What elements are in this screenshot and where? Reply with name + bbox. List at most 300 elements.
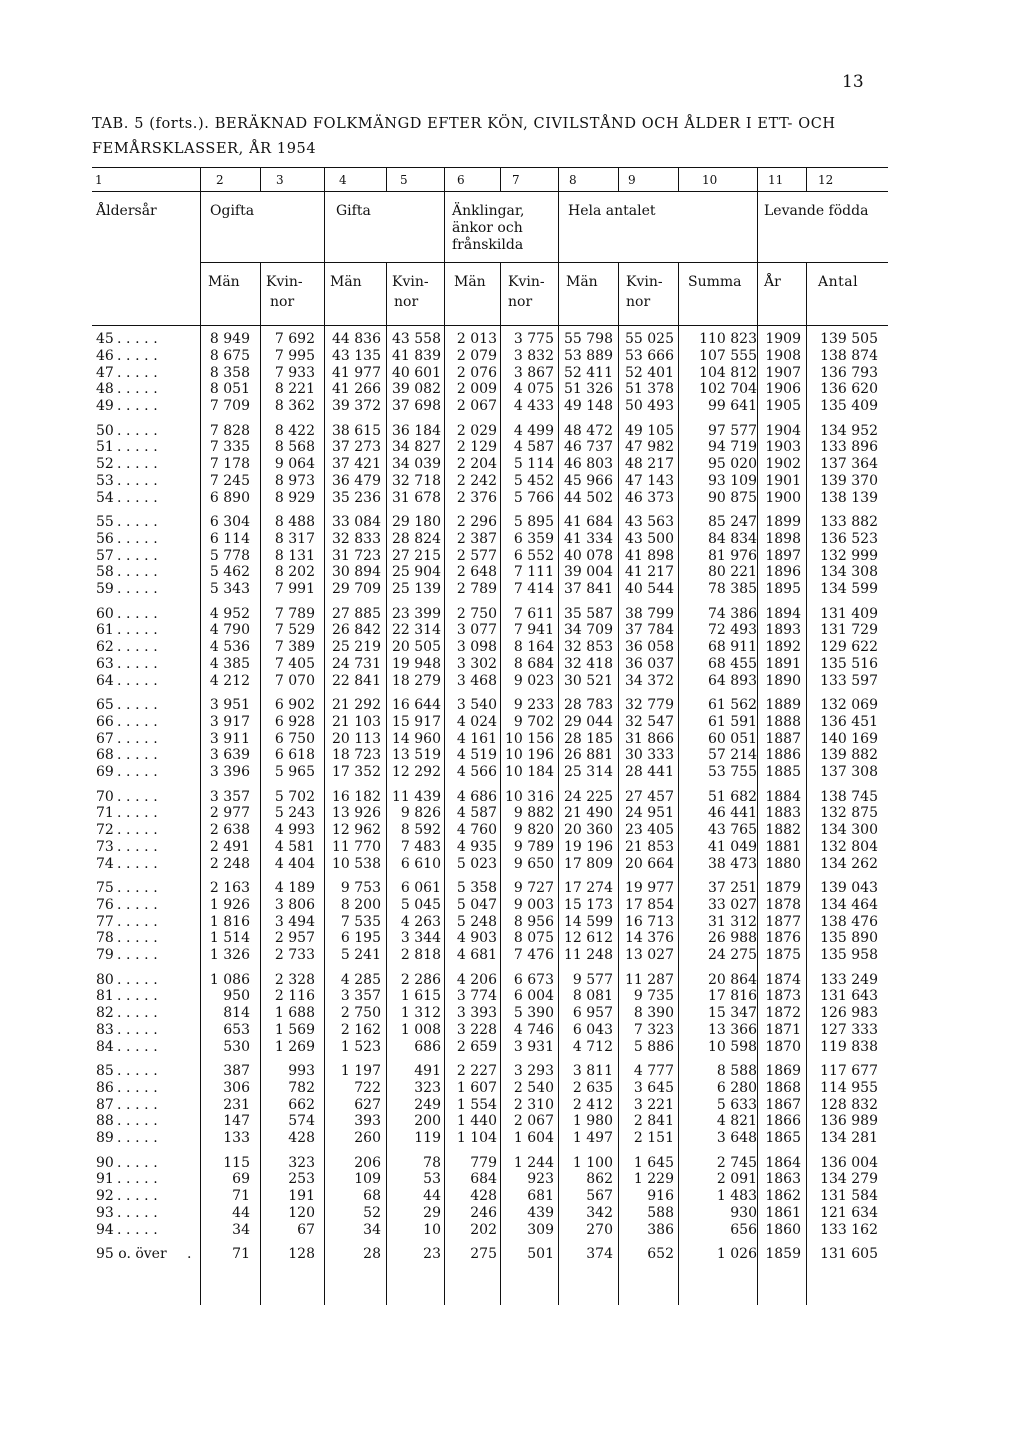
table-cell: 1905: [765, 398, 801, 415]
table-cell: 722: [354, 1079, 381, 1096]
subheader-kvinnor-gifta: [392, 272, 429, 312]
age-label: 61: [96, 622, 114, 639]
age-label: 57: [96, 547, 114, 564]
table-cell: 2 957: [274, 930, 315, 947]
table-cell: 41 684: [564, 514, 613, 530]
table-cell: 2 248: [209, 855, 250, 872]
table-cell: 110 823: [699, 331, 757, 347]
table-cell: 14 960: [392, 730, 441, 747]
table-cell: 4 206: [456, 971, 497, 988]
age-label: 95 o. över: [96, 1246, 167, 1262]
table-cell: 25 219: [332, 639, 381, 656]
leader-dots: .....: [117, 1188, 163, 1205]
age-label: 73: [96, 838, 114, 855]
table-cell: 4 285: [340, 971, 381, 988]
table-cell: 99 641: [708, 398, 757, 415]
table-cell: 3 951: [209, 697, 250, 713]
table-cell: 7 245: [209, 472, 250, 489]
table-cell: 10: [423, 1221, 441, 1238]
table-cell: 6 957: [572, 1005, 613, 1022]
table-cell: 950: [223, 988, 250, 1005]
table-cell: 25 904: [392, 564, 441, 581]
table-cell: 131 409: [820, 605, 878, 622]
table-cell: 6 004: [513, 988, 554, 1005]
leader-dots: .....: [117, 1221, 163, 1238]
table-cell: 136 989: [820, 1113, 878, 1130]
table-cell: 131 584: [820, 1188, 878, 1205]
table-cell: 46 441: [708, 805, 757, 822]
table-cell: 134 952: [820, 422, 878, 439]
table-cell: 30 894: [332, 564, 381, 581]
table-cell: 5 390: [513, 1005, 554, 1022]
table-cell: 8 362: [274, 398, 315, 415]
leader-dots: .....: [117, 1038, 163, 1055]
table-cell: 6 610: [400, 855, 441, 872]
table-cell: 34 372: [625, 672, 674, 689]
table-cell: 24 225: [564, 788, 613, 805]
table-cell: 134 300: [820, 822, 878, 839]
table-cell: 5 886: [633, 1038, 674, 1055]
table-title: [92, 112, 836, 162]
age-label: 85: [96, 1063, 114, 1079]
leader-dots: .....: [117, 855, 163, 872]
table-cell: 386: [647, 1221, 674, 1238]
table-cell: 4 760: [456, 822, 497, 839]
table-cell: 7 483: [400, 838, 441, 855]
table-cell: 1894: [765, 605, 801, 622]
table-cell: 2 648: [456, 564, 497, 581]
table-cell: 3 775: [513, 331, 554, 347]
leader-dots: .....: [117, 331, 163, 347]
table-cell: 1900: [765, 489, 801, 506]
table-cell: 4 777: [633, 1063, 674, 1079]
table-cell: 8 675: [209, 347, 250, 364]
table-cell: 16 644: [392, 697, 441, 713]
table-cell: 6 618: [274, 747, 315, 764]
column-rule: [260, 262, 261, 1305]
table-cell: 139 043: [820, 880, 878, 896]
colnum-6: 6: [457, 173, 465, 187]
table-cell: 74 386: [708, 605, 757, 622]
subheader-kvinnor-line2: nor: [508, 294, 533, 310]
table-cell: 6 902: [274, 697, 315, 713]
table-cell: 5 358: [456, 880, 497, 896]
leader-dots: .....: [117, 398, 163, 415]
leader-dots: .....: [117, 581, 163, 598]
table-cell: 9 735: [633, 988, 674, 1005]
table-cell: 2 310: [513, 1096, 554, 1113]
table-cell: 32 418: [564, 655, 613, 672]
table-cell: 2 733: [274, 947, 315, 964]
table-cell: 10 156: [505, 730, 554, 747]
table-cell: 71: [232, 1188, 250, 1205]
table-cell: 32 547: [625, 713, 674, 730]
table-cell: 53: [423, 1171, 441, 1188]
table-cell: 5 023: [456, 855, 497, 872]
column-rule: [324, 167, 325, 1305]
table-cell: 3 774: [456, 988, 497, 1005]
table-cell: 916: [647, 1188, 674, 1205]
table-cell: 47 982: [625, 439, 674, 456]
table-cell: 34: [363, 1221, 381, 1238]
table-cell: 11 770: [332, 838, 381, 855]
table-cell: 21 853: [625, 838, 674, 855]
table-cell: 81 976: [708, 547, 757, 564]
table-cell: 5 965: [274, 764, 315, 781]
age-label: 86: [96, 1079, 114, 1096]
table-cell: 6 304: [209, 514, 250, 530]
column-rule: [558, 167, 559, 1305]
table-cell: 2 491: [209, 838, 250, 855]
leader-dots: .....: [117, 547, 163, 564]
subheader-man-ogifta: Män: [208, 274, 240, 290]
table-cell: 22 841: [332, 672, 381, 689]
age-label: 80: [96, 971, 114, 988]
table-cell: 94 719: [708, 439, 757, 456]
leader-dots: .....: [117, 564, 163, 581]
table-cell: 323: [288, 1154, 315, 1171]
table-cell: 1872: [765, 1005, 801, 1022]
header-anklingar-line1: Änklingar,: [452, 203, 525, 219]
table-cell: 428: [288, 1130, 315, 1147]
table-cell: 1 326: [209, 947, 250, 964]
table-cell: 23: [423, 1246, 441, 1262]
table-cell: 138 745: [820, 788, 878, 805]
table-cell: 41 049: [708, 838, 757, 855]
subheader-kvinnor-ogifta: [266, 272, 303, 312]
table-cell: 34 827: [392, 439, 441, 456]
table-cell: 22 314: [392, 622, 441, 639]
table-cell: 253: [288, 1171, 315, 1188]
table-cell: 862: [586, 1171, 613, 1188]
table-cell: 191: [288, 1188, 315, 1205]
table-cell: 23 399: [392, 605, 441, 622]
age-label: 92: [96, 1188, 114, 1205]
table-cell: 1895: [765, 581, 801, 598]
table-cell: 41 266: [332, 381, 381, 398]
table-cell: 1 569: [274, 1021, 315, 1038]
table-cell: 1 100: [572, 1154, 613, 1171]
table-cell: 21 490: [564, 805, 613, 822]
table-cell: 8 592: [400, 822, 441, 839]
table-cell: 8 202: [274, 564, 315, 581]
age-label: 49: [96, 398, 114, 415]
table-cell: 6 890: [209, 489, 250, 506]
table-cell: 46 803: [564, 456, 613, 473]
age-label: 51: [96, 439, 114, 456]
table-cell: 32 718: [392, 472, 441, 489]
table-cell: 20 360: [564, 822, 613, 839]
subheader-kvinnor-line1: Kvin-: [508, 274, 545, 290]
age-label: 47: [96, 364, 114, 381]
age-label: 72: [96, 822, 114, 839]
table-cell: 17 809: [564, 855, 613, 872]
colnum-1: 1: [95, 173, 103, 187]
leader-dots: .....: [117, 1171, 163, 1188]
table-cell: 3 077: [456, 622, 497, 639]
column-rule: [806, 167, 807, 191]
table-cell: 8 949: [209, 331, 250, 347]
table-cell: 1873: [765, 988, 801, 1005]
table-cell: 49 148: [564, 398, 613, 415]
table-cell: 270: [586, 1221, 613, 1238]
table-cell: 2 750: [340, 1005, 381, 1022]
table-cell: 21 292: [332, 697, 381, 713]
table-cell: 9 702: [513, 713, 554, 730]
table-cell: 393: [354, 1113, 381, 1130]
page-number: 13: [842, 72, 864, 92]
table-cell: 12 612: [564, 930, 613, 947]
table-cell: 2 638: [209, 822, 250, 839]
table-cell: 16 182: [332, 788, 381, 805]
table-cell: 7 991: [274, 581, 315, 598]
table-cell: 6 673: [513, 971, 554, 988]
table-cell: 8 317: [274, 530, 315, 547]
table-cell: 3 357: [209, 788, 250, 805]
table-cell: 20 664: [625, 855, 674, 872]
top-rule: [92, 167, 888, 168]
table-cell: 501: [527, 1246, 554, 1262]
table-cell: 5 343: [209, 581, 250, 598]
table-cell: 114 955: [820, 1079, 878, 1096]
table-cell: 68 911: [708, 639, 757, 656]
table-cell: 5 702: [274, 788, 315, 805]
table-cell: 1908: [765, 347, 801, 364]
table-cell: 3 832: [513, 347, 554, 364]
table-cell: 128 832: [820, 1096, 878, 1113]
table-cell: 134 281: [820, 1130, 878, 1147]
table-cell: 1 604: [513, 1130, 554, 1147]
table-cell: 132 999: [820, 547, 878, 564]
table-cell: 12 292: [392, 764, 441, 781]
table-cell: 8 051: [209, 381, 250, 398]
table-cell: 20 505: [392, 639, 441, 656]
colnum-11: 11: [768, 173, 784, 187]
table-cell: 1909: [765, 331, 801, 347]
table-cell: 574: [288, 1113, 315, 1130]
column-rule: [500, 167, 501, 191]
table-cell: 9 826: [400, 805, 441, 822]
table-cell: 139 505: [820, 331, 878, 347]
table-cell: 6 750: [274, 730, 315, 747]
table-cell: 43 135: [332, 347, 381, 364]
table-cell: 627: [354, 1096, 381, 1113]
leader-dots: .....: [117, 1130, 163, 1147]
table-cell: 24 731: [332, 655, 381, 672]
age-label: 84: [96, 1038, 114, 1055]
table-cell: 4 952: [209, 605, 250, 622]
table-cell: 1871: [765, 1021, 801, 1038]
table-cell: 127 333: [820, 1021, 878, 1038]
age-label: 48: [96, 381, 114, 398]
table-cell: 9 727: [513, 880, 554, 896]
table-cell: 1891: [765, 655, 801, 672]
table-cell: 137 308: [820, 764, 878, 781]
header-anklingar: [452, 203, 525, 254]
table-cell: 2 067: [513, 1113, 554, 1130]
table-cell: 3 867: [513, 364, 554, 381]
table-cell: 137 364: [820, 456, 878, 473]
leader-dots: .....: [117, 1154, 163, 1171]
table-cell: 13 027: [625, 947, 674, 964]
table-cell: 7 828: [209, 422, 250, 439]
table-cell: 2 387: [456, 530, 497, 547]
table-cell: 1904: [765, 422, 801, 439]
table-cell: 38 615: [332, 422, 381, 439]
table-cell: 1864: [765, 1154, 801, 1171]
table-cell: 7 389: [274, 639, 315, 656]
age-label: 83: [96, 1021, 114, 1038]
table-cell: 1903: [765, 439, 801, 456]
table-cell: 8 164: [513, 639, 554, 656]
table-cell: 51 378: [625, 381, 674, 398]
leader-dots: .....: [117, 896, 163, 913]
table-cell: 1901: [765, 472, 801, 489]
colnum-2: 2: [216, 173, 224, 187]
column-rule: [500, 262, 501, 1305]
table-cell: 131 729: [820, 622, 878, 639]
subheader-man-anklingar: Män: [454, 274, 486, 290]
leader-dots: .....: [117, 838, 163, 855]
table-cell: 306: [223, 1079, 250, 1096]
table-cell: 138 139: [820, 489, 878, 506]
table-cell: 90 875: [708, 489, 757, 506]
table-cell: 68: [363, 1188, 381, 1205]
header-ogifta: Ogifta: [210, 203, 255, 219]
table-cell: 31 866: [625, 730, 674, 747]
table-cell: 323: [414, 1079, 441, 1096]
table-cell: 132 069: [820, 697, 878, 713]
leader-dots: .....: [117, 713, 163, 730]
table-cell: 32 853: [564, 639, 613, 656]
table-cell: 2 204: [456, 456, 497, 473]
table-cell: 57 214: [708, 747, 757, 764]
age-label: 77: [96, 913, 114, 930]
table-cell: 3 917: [209, 713, 250, 730]
table-cell: 11 287: [625, 971, 674, 988]
table-cell: 27 215: [392, 547, 441, 564]
table-cell: 2 029: [456, 422, 497, 439]
table-cell: 1865: [765, 1130, 801, 1147]
table-cell: 26 988: [708, 930, 757, 947]
table-cell: 129 622: [820, 639, 878, 656]
table-cell: 1906: [765, 381, 801, 398]
table-cell: 309: [527, 1221, 554, 1238]
table-cell: 115: [223, 1154, 250, 1171]
table-cell: 44 836: [332, 331, 381, 347]
table-cell: 8 488: [274, 514, 315, 530]
age-label: 50: [96, 422, 114, 439]
table-cell: 8 956: [513, 913, 554, 930]
table-cell: 2 162: [340, 1021, 381, 1038]
table-cell: 78 385: [708, 581, 757, 598]
table-cell: 5 452: [513, 472, 554, 489]
subheader-kvinnor-line2: nor: [270, 294, 295, 310]
table-cell: 6 359: [513, 530, 554, 547]
table-cell: 1868: [765, 1079, 801, 1096]
leader-dots: .....: [117, 822, 163, 839]
table-cell: 26 881: [564, 747, 613, 764]
table-cell: 2 789: [456, 581, 497, 598]
table-cell: 1870: [765, 1038, 801, 1055]
subheader-kvinnor-anklingar: [508, 272, 545, 312]
age-label: 69: [96, 764, 114, 781]
table-cell: 52 401: [625, 364, 674, 381]
table-cell: 34 709: [564, 622, 613, 639]
table-cell: 4 587: [456, 805, 497, 822]
leader-dots: .....: [117, 622, 163, 639]
table-cell: 2 116: [274, 988, 315, 1005]
table-cell: 656: [730, 1221, 757, 1238]
table-cell: 2 577: [456, 547, 497, 564]
table-cell: 78: [423, 1154, 441, 1171]
table-cell: 6 280: [716, 1079, 757, 1096]
table-cell: 37 784: [625, 622, 674, 639]
table-cell: 652: [647, 1246, 674, 1262]
column-rule: [260, 167, 261, 191]
table-cell: 7 405: [274, 655, 315, 672]
table-cell: 1899: [765, 514, 801, 530]
table-cell: 3 344: [400, 930, 441, 947]
leader-dots: .....: [117, 472, 163, 489]
subheader-kvinnor-line1: Kvin-: [626, 274, 663, 290]
table-cell: 8 081: [572, 988, 613, 1005]
table-cell: 25 314: [564, 764, 613, 781]
table-cell: 48 217: [625, 456, 674, 473]
table-cell: 36 037: [625, 655, 674, 672]
leader-dots: .....: [117, 764, 163, 781]
table-cell: 39 372: [332, 398, 381, 415]
table-cell: 29 709: [332, 581, 381, 598]
table-cell: 2 745: [716, 1154, 757, 1171]
table-cell: 27 885: [332, 605, 381, 622]
table-cell: 1862: [765, 1188, 801, 1205]
table-cell: 342: [586, 1204, 613, 1221]
table-cell: 27 457: [625, 788, 674, 805]
table-cell: 1876: [765, 930, 801, 947]
table-cell: 1888: [765, 713, 801, 730]
table-cell: 1 440: [456, 1113, 497, 1130]
table-cell: 138 476: [820, 913, 878, 930]
table-cell: 34: [232, 1221, 250, 1238]
table-cell: 41 977: [332, 364, 381, 381]
table-cell: 2 129: [456, 439, 497, 456]
table-cell: 814: [223, 1005, 250, 1022]
table-cell: 4 935: [456, 838, 497, 855]
table-cell: 11 248: [564, 947, 613, 964]
table-cell: 4 712: [572, 1038, 613, 1055]
table-cell: 29 180: [392, 514, 441, 530]
table-cell: 1 926: [209, 896, 250, 913]
table-cell: 7 941: [513, 622, 554, 639]
table-cell: 2 635: [572, 1079, 613, 1096]
table-cell: 2 540: [513, 1079, 554, 1096]
table-cell: 1893: [765, 622, 801, 639]
table-cell: 136 523: [820, 530, 878, 547]
column-rule: [618, 262, 619, 1305]
table-cell: 1861: [765, 1204, 801, 1221]
age-label: 65: [96, 697, 114, 713]
leader-dots: .....: [117, 364, 163, 381]
table-cell: 653: [223, 1021, 250, 1038]
table-cell: 4 263: [400, 913, 441, 930]
table-cell: 993: [288, 1063, 315, 1079]
table-cell: 134 464: [820, 896, 878, 913]
leader-dots: .....: [117, 988, 163, 1005]
table-cell: 686: [414, 1038, 441, 1055]
table-cell: 134 599: [820, 581, 878, 598]
table-cell: 567: [586, 1188, 613, 1205]
